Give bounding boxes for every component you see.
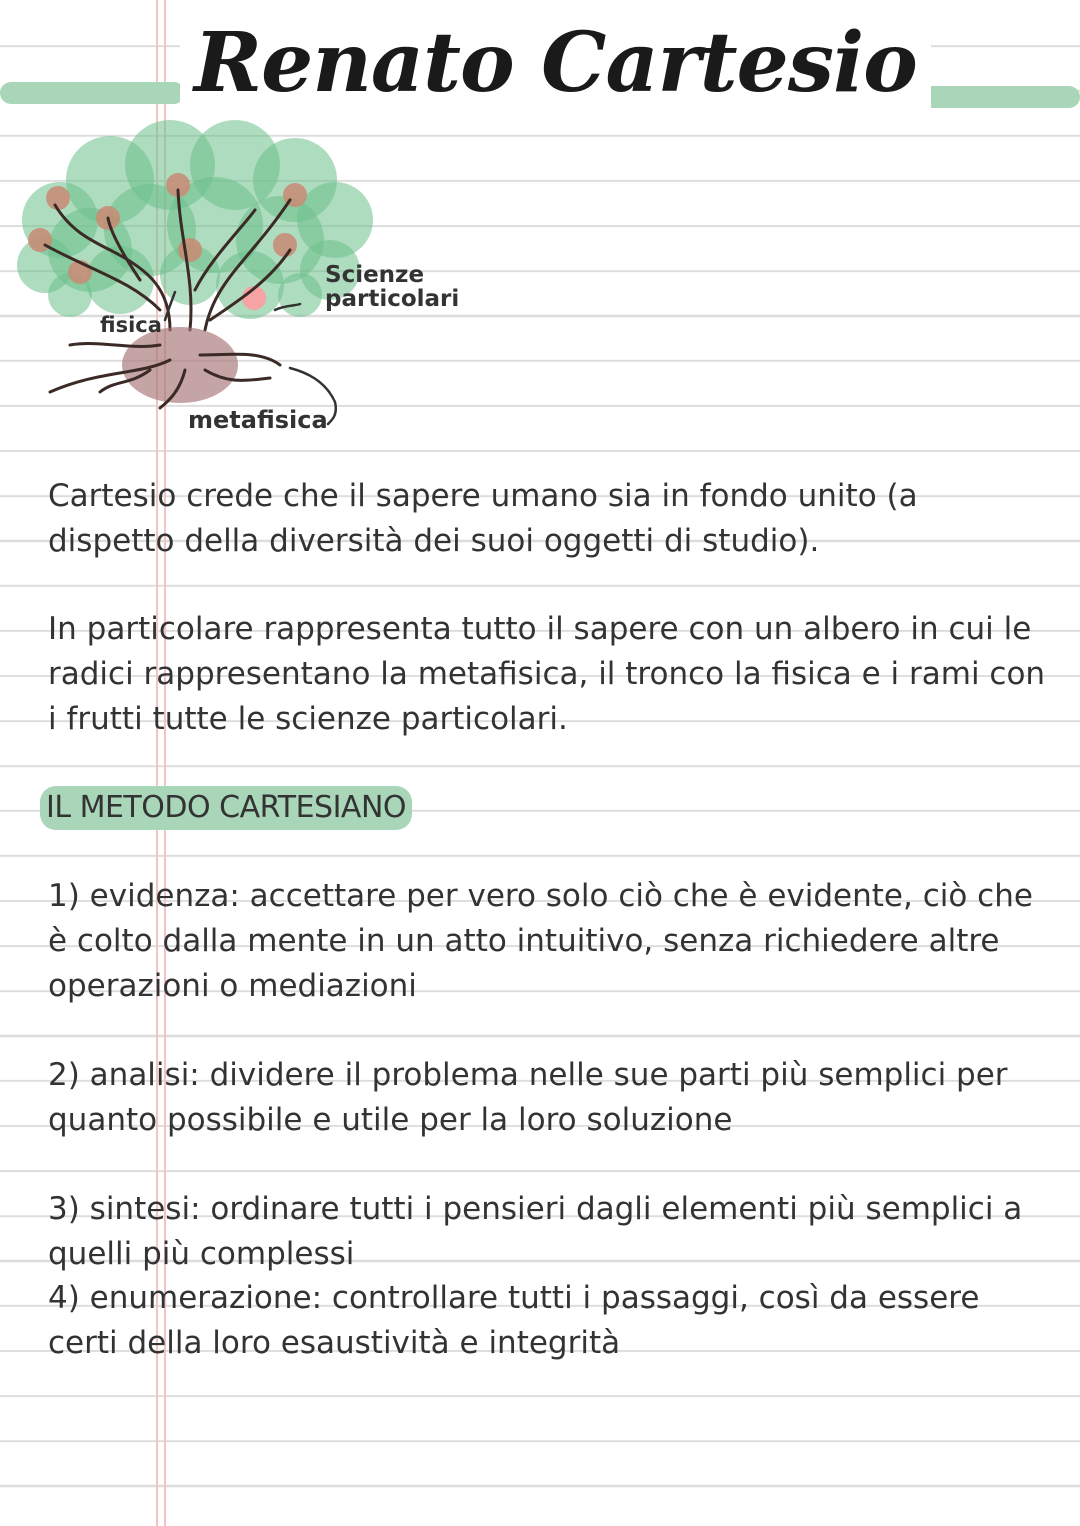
label-fisica: fisica [100, 313, 162, 337]
title-underline-left [0, 82, 185, 104]
method-step-enumerazione: 4) enumerazione: controllare tutti i passaggi, così da essere certi della loro esaustività e integrità [48, 1280, 980, 1361]
label-scienze: Scienze [325, 262, 425, 288]
label-particolari: particolari [325, 286, 460, 312]
page-title: Renato Cartesio [180, 8, 931, 118]
method-step-analisi: 2) analisi: dividere il problema nelle sue parti più semplici per quanto possibile e utile per la loro soluzione [48, 1057, 1008, 1138]
label-metafisica: metafisica [188, 406, 328, 434]
method-step-evidenza: 1) evidenza: accettare per vero solo ciò che è evidente, ciò che è colto dalla mente in un atto intuitivo, senza richiedere altre operazioni o mediazioni [48, 878, 1033, 1004]
method-step-sintesi: 3) sintesi: ordinare tutti i pensieri dagli elementi più semplici a quelli più complessi [48, 1191, 1023, 1272]
intro-paragraph-1: Cartesio crede che il sapere umano sia in fondo unito (a dispetto della diversità dei suoi oggetti di studio). [48, 478, 918, 559]
tree-root-base [122, 327, 238, 403]
method-heading: IL METODO CARTESIANO [40, 786, 412, 830]
knowledge-tree-diagram [0, 110, 500, 440]
intro-paragraph-2: In particolare rappresenta tutto il sapere con un albero in cui le radici rappresentano la metafisica, il tronco la fisica e i rami con i frutti tutte le scienze particolari. [48, 611, 1046, 737]
